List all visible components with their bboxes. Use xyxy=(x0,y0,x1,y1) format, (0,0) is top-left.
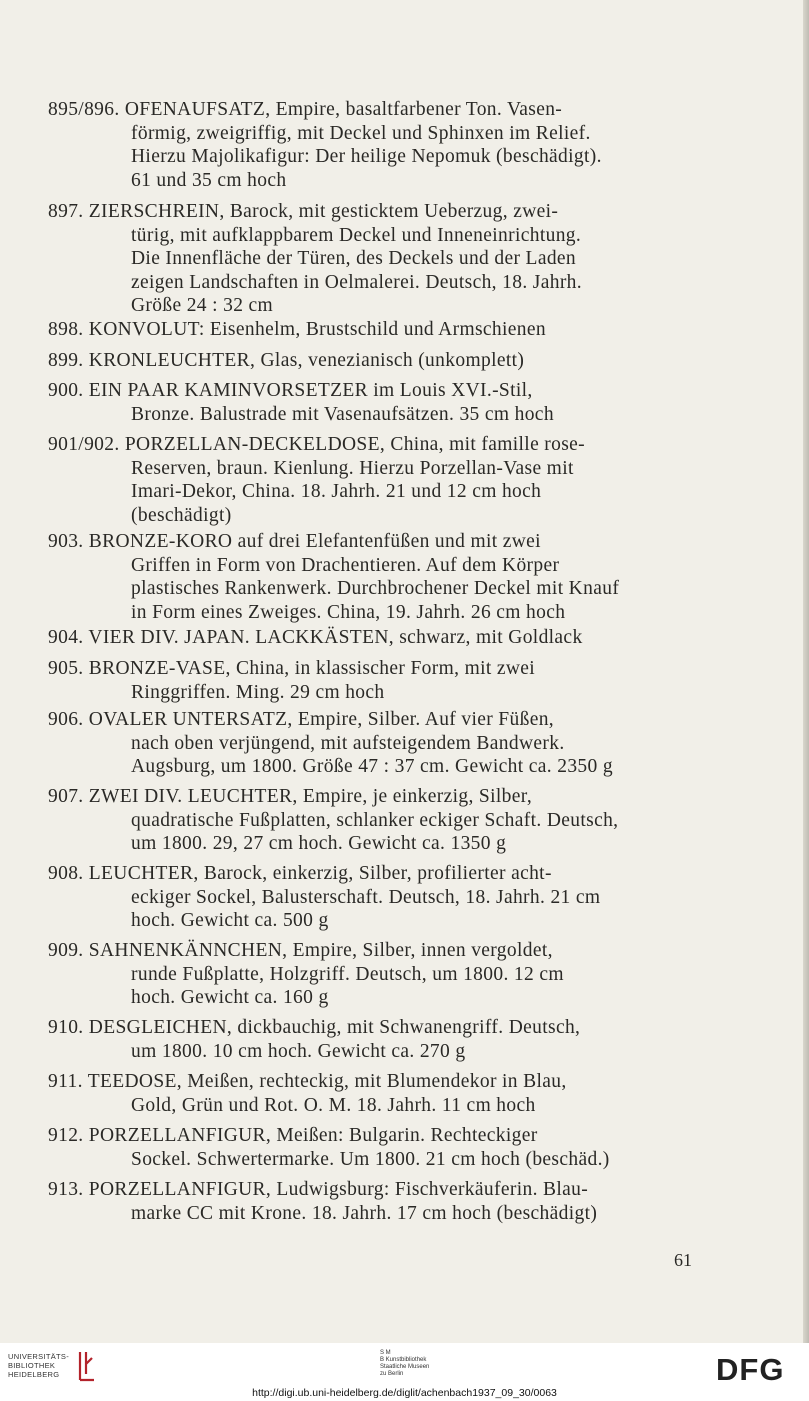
uni-heidelberg-mark-icon xyxy=(76,1350,98,1384)
lot-number: 904. xyxy=(48,627,84,648)
entry-continuation-line: hoch. Gewicht ca. 500 g xyxy=(131,910,329,932)
entry-continuation-line: zeigen Landschaften in Oelmalerei. Deutsch, 18. Jahrh. xyxy=(131,271,582,293)
catalog-entry xyxy=(48,530,698,624)
lot-description: LEUCHTER, Barock, einkerzig, Silber, profilierter acht- xyxy=(88,863,552,884)
catalog-entry xyxy=(48,433,698,527)
entry-continuation-line: runde Fußplatte, Holzgriff. Deutsch, um 1800. 12 cm xyxy=(131,963,564,985)
lot-number: 899. xyxy=(48,350,84,371)
catalog-entry xyxy=(48,862,698,933)
lot-number: 909. xyxy=(48,940,84,961)
catalog-entry xyxy=(48,349,698,373)
uni-heidelberg-logo: UNIVERSITÄTS- BIBLIOTHEK HEIDELBERG xyxy=(8,1352,69,1379)
entry-first-line xyxy=(48,98,698,122)
entry-continuation-line: Ringgriffen. Ming. 29 cm hoch xyxy=(131,681,385,703)
entry-first-line xyxy=(48,1124,698,1148)
catalog-entry xyxy=(48,657,698,704)
lot-number: 912. xyxy=(48,1125,84,1146)
entry-first-line xyxy=(48,785,698,809)
entry-continuation-line: 61 und 35 cm hoch xyxy=(131,169,287,191)
entry-continuation-line: Gold, Grün und Rot. O. M. 18. Jahrh. 11 cm hoch xyxy=(131,1094,536,1116)
lot-description: ZIERSCHREIN, Barock, mit gesticktem Ueberzug, zwei- xyxy=(88,201,559,222)
page-edge xyxy=(803,0,809,1343)
lot-description: SAHNENKÄNNCHEN, Empire, Silber, innen vergoldet, xyxy=(88,940,553,961)
catalog-entry xyxy=(48,379,698,426)
entry-first-line xyxy=(48,530,698,554)
entry-first-line xyxy=(48,1070,698,1094)
lot-number: 900. xyxy=(48,380,84,401)
lot-description: BRONZE-KORO auf drei Elefantenfüßen und mit zwei xyxy=(88,531,541,552)
entry-continuation-line: hoch. Gewicht ca. 160 g xyxy=(131,987,329,1009)
lot-number: 898. xyxy=(48,319,84,340)
entry-first-line xyxy=(48,1016,698,1040)
lot-description: ZWEI DIV. LEUCHTER, Empire, je einkerzig, Silber, xyxy=(88,786,533,807)
lot-description: BRONZE-VASE, China, in klassischer Form, mit zwei xyxy=(88,658,536,679)
entry-first-line xyxy=(48,862,698,886)
entry-continuation-line: (beschädigt) xyxy=(131,504,232,526)
catalog-entry xyxy=(48,98,698,192)
entry-continuation-line: Hierzu Majolikafigur: Der heilige Nepomuk (beschädigt). xyxy=(131,146,602,168)
lot-number: 901/902. xyxy=(48,434,120,455)
entry-continuation-line: Sockel. Schwertermarke. Um 1800. 21 cm hoch (beschäd.) xyxy=(131,1148,610,1170)
entry-first-line xyxy=(48,318,698,342)
lot-description: EIN PAAR KAMINVORSETZER im Louis XVI.-Stil, xyxy=(88,380,533,401)
source-url-link[interactable]: http://digi.ub.uni-heidelberg.de/diglit/achenbach1937_09_30/0063 xyxy=(252,1387,557,1399)
catalog-entry xyxy=(48,785,698,856)
catalog-entry xyxy=(48,200,698,318)
entry-continuation-line: förmig, zweigriffig, mit Deckel und Sphinxen im Relief. xyxy=(131,122,591,144)
lot-description: KONVOLUT: Eisenhelm, Brustschild und Armschienen xyxy=(88,319,546,340)
entry-continuation-line: um 1800. 10 cm hoch. Gewicht ca. 270 g xyxy=(131,1040,466,1062)
entry-continuation-line: eckiger Sockel, Balusterschaft. Deutsch, 18. Jahrh. 21 cm xyxy=(131,886,601,908)
entry-continuation-line: Die Innenfläche der Türen, des Deckels und der Laden xyxy=(131,248,577,270)
catalog-entry xyxy=(48,708,698,779)
page-number: 61 xyxy=(674,1250,692,1270)
lot-description: TEEDOSE, Meißen, rechteckig, mit Blumendekor in Blau, xyxy=(87,1071,567,1092)
entry-continuation-line: plastisches Rankenwerk. Durchbrochener Deckel mit Knauf xyxy=(131,578,620,600)
entry-first-line xyxy=(48,379,698,403)
lot-description: PORZELLANFIGUR, Meißen: Bulgarin. Rechteckiger xyxy=(88,1125,538,1146)
entry-continuation-line: türig, mit aufklappbarem Deckel und Inneneinrichtung. xyxy=(131,224,582,246)
entry-continuation-line: Griffen in Form von Drachentieren. Auf dem Körper xyxy=(131,554,560,576)
dfg-logo: DFG xyxy=(716,1352,785,1387)
entry-continuation-line: in Form eines Zweiges. China, 19. Jahrh. 26 cm hoch xyxy=(131,601,566,623)
entry-continuation-line: Größe 24 : 32 cm xyxy=(131,295,274,317)
lot-description: VIER DIV. JAPAN. LACKKÄSTEN, schwarz, mit Goldlack xyxy=(88,627,583,648)
entry-first-line xyxy=(48,708,698,732)
entry-continuation-line: Bronze. Balustrade mit Vasenaufsätzen. 35 cm hoch xyxy=(131,403,554,425)
entry-first-line xyxy=(48,939,698,963)
lot-number: 913. xyxy=(48,1179,84,1200)
catalog-entry xyxy=(48,1016,698,1063)
entry-first-line xyxy=(48,200,698,224)
lot-number: 908. xyxy=(48,863,84,884)
lot-number: 895/896. xyxy=(48,99,120,120)
entry-first-line xyxy=(48,1178,698,1202)
lot-description: DESGLEICHEN, dickbauchig, mit Schwanengriff. Deutsch, xyxy=(88,1017,581,1038)
entry-continuation-line: marke CC mit Krone. 18. Jahrh. 17 cm hoch (beschädigt) xyxy=(131,1202,598,1224)
catalog-entry xyxy=(48,626,698,650)
entry-first-line xyxy=(48,626,698,650)
lot-description: KRONLEUCHTER, Glas, venezianisch (unkomplett) xyxy=(88,350,525,371)
lot-number: 903. xyxy=(48,531,84,552)
lot-number: 907. xyxy=(48,786,84,807)
catalog-entry xyxy=(48,1070,698,1117)
entry-continuation-line: nach oben verjüngend, mit aufsteigendem Bandwerk. xyxy=(131,732,565,754)
lot-number: 910. xyxy=(48,1017,84,1038)
catalog-entry xyxy=(48,1178,698,1225)
smb-kunstbibliothek-logo: S M B Kunstbibliothek Staatliche Museen zu Berlin xyxy=(380,1350,430,1377)
lot-number: 897. xyxy=(48,201,84,222)
entry-continuation-line: um 1800. 29, 27 cm hoch. Gewicht ca. 1350 g xyxy=(131,833,507,855)
entry-continuation-line: Imari-Dekor, China. 18. Jahrh. 21 und 12 cm hoch xyxy=(131,481,542,503)
entry-continuation-line: Augsburg, um 1800. Größe 47 : 37 cm. Gewicht ca. 2350 g xyxy=(131,756,613,778)
entry-continuation-line: Reserven, braun. Kienlung. Hierzu Porzellan-Vase mit xyxy=(131,457,574,479)
catalog-entry xyxy=(48,318,698,342)
catalog-entry xyxy=(48,939,698,1010)
entry-first-line xyxy=(48,349,698,373)
entry-first-line xyxy=(48,433,698,457)
lot-number: 911. xyxy=(48,1071,83,1092)
lot-description: PORZELLANFIGUR, Ludwigsburg: Fischverkäuferin. Blau- xyxy=(88,1179,589,1200)
entry-continuation-line: quadratische Fußplatten, schlanker eckiger Schaft. Deutsch, xyxy=(131,809,619,831)
entry-first-line xyxy=(48,657,698,681)
lot-number: 906. xyxy=(48,709,84,730)
lot-description: OFENAUFSATZ, Empire, basaltfarbener Ton. Vasen- xyxy=(124,99,563,120)
lot-description: PORZELLAN-DECKELDOSE, China, mit famille rose- xyxy=(124,434,586,455)
lot-number: 905. xyxy=(48,658,84,679)
catalog-entry xyxy=(48,1124,698,1171)
lot-description: OVALER UNTERSATZ, Empire, Silber. Auf vier Füßen, xyxy=(88,709,555,730)
